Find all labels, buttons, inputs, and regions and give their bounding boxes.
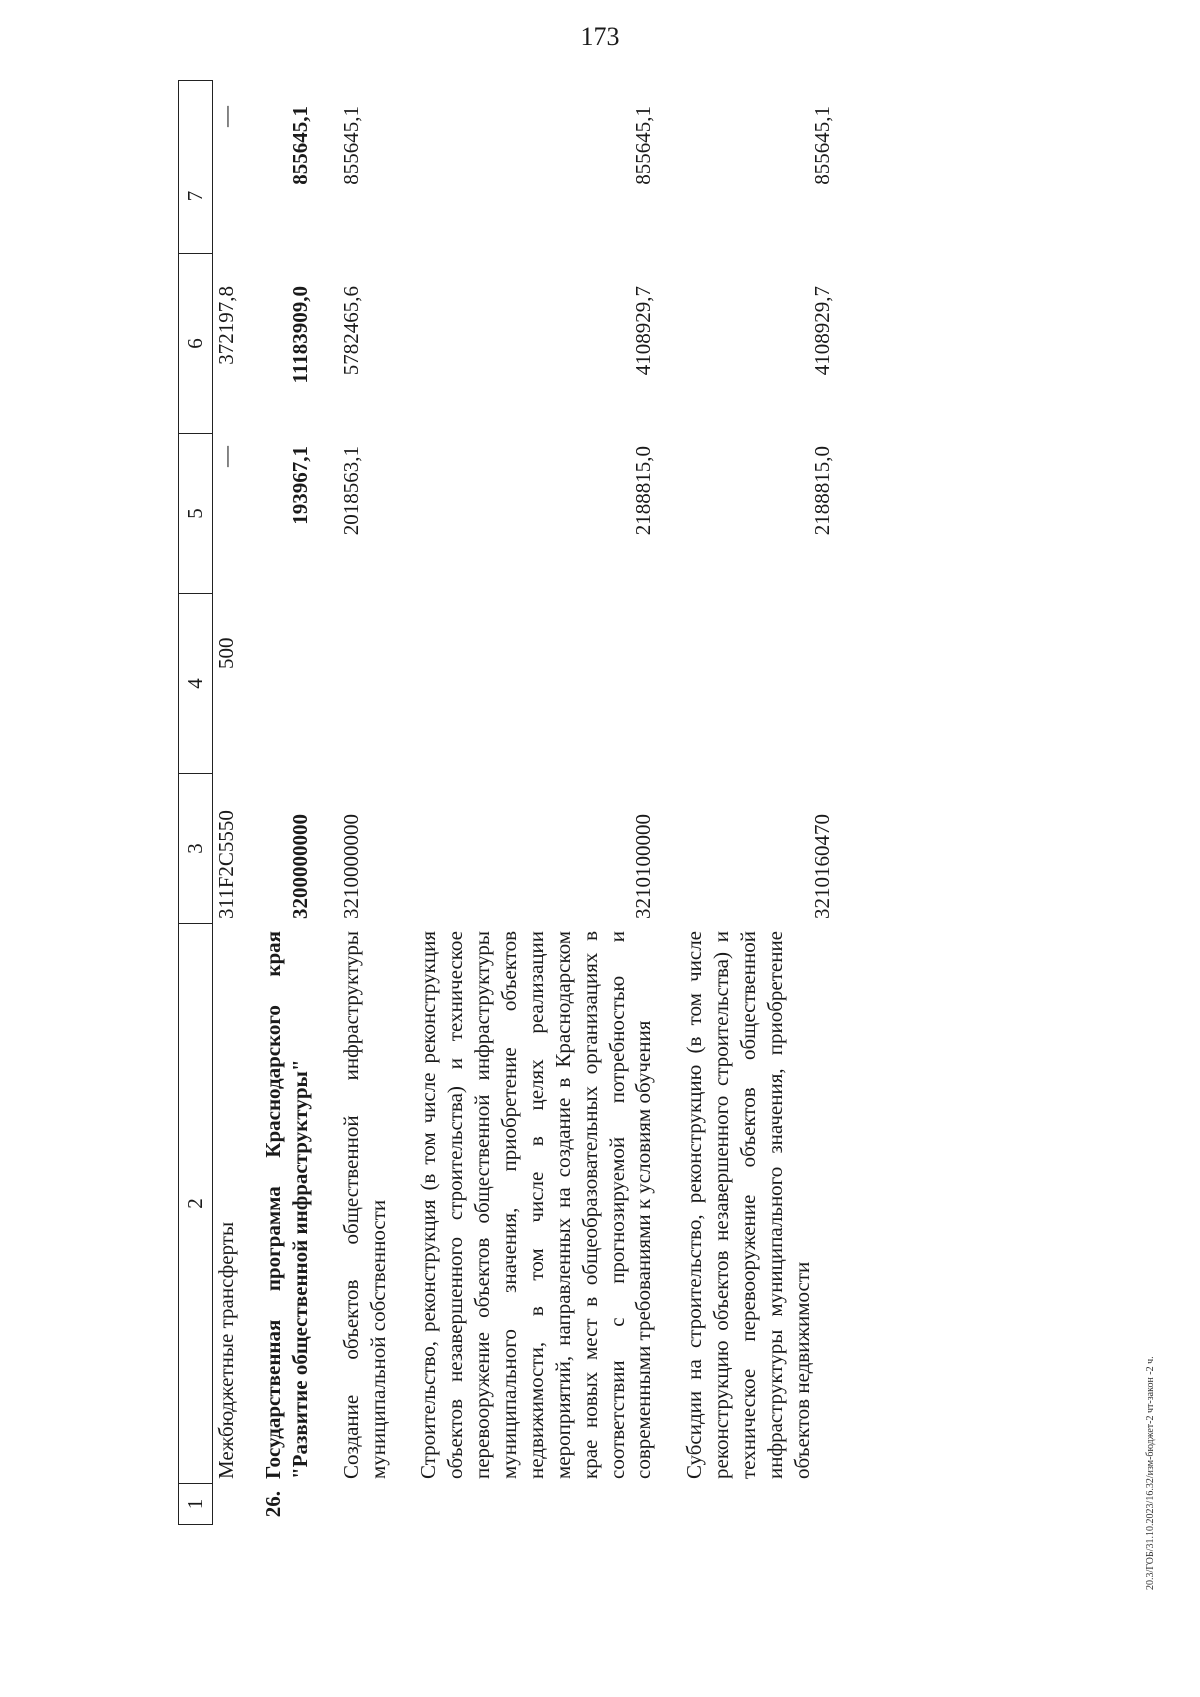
row-value-6: 4108929,7 xyxy=(631,286,656,376)
table-row xyxy=(260,80,314,1525)
row-name: Субсидии на строительство, реконструкцию (в том числе реконструкцию объектов незавершенного строительства) и техническое перевооружение объектов общественной инфраструктуры муниципального значения, приобретение объектов недвижимости xyxy=(682,931,814,1479)
page-number: 173 xyxy=(580,22,620,51)
header-col-2: 2 xyxy=(179,924,212,1484)
row-number xyxy=(213,1485,240,1525)
row-value-7: 855645,1 xyxy=(287,106,312,185)
row-code: 3210100000 xyxy=(631,814,656,919)
row-value-6: 372197,8 xyxy=(214,286,238,365)
row-value-6: 11183909,0 xyxy=(287,286,312,384)
row-code: 3200000000 xyxy=(287,814,312,919)
row-value-7: 855645,1 xyxy=(810,106,835,185)
header-col-5: 5 xyxy=(179,434,212,594)
row-code: 3210000000 xyxy=(338,814,363,919)
row-name: Создание объектов общественной инфраструктуры муниципальной собственности xyxy=(338,931,390,1479)
row-name: Государственная программа Краснодарского края "Развитие общественной инфраструктуры" xyxy=(260,931,312,1479)
row-value-5: 2018563,1 xyxy=(338,446,363,536)
row-value-6: 4108929,7 xyxy=(810,286,835,376)
row-type xyxy=(681,620,836,675)
row-type xyxy=(260,620,314,675)
footer-document-code: 20.3/ГОБ/31.10.2023/16.32/изм-бюджет-2 чт-закон -2 ч. xyxy=(1145,1356,1156,1590)
row-name: Межбюджетные трансферты xyxy=(214,1221,238,1479)
row-code: 3210160470 xyxy=(810,814,835,919)
header-col-6: 6 xyxy=(179,254,212,434)
rotated-table-sheet xyxy=(178,80,1108,1525)
row-code: 311F2C5550 xyxy=(214,810,238,919)
row-type xyxy=(415,620,657,675)
row-value-7: — xyxy=(214,106,238,127)
header-col-4: 4 xyxy=(179,594,212,774)
table-row xyxy=(213,80,240,1525)
row-number xyxy=(415,1485,657,1525)
row-type xyxy=(338,620,392,675)
header-col-1: 1 xyxy=(183,1498,208,1510)
budget-table xyxy=(178,80,836,1525)
table-row xyxy=(681,80,836,1525)
header-col-3: 3 xyxy=(179,774,212,924)
row-value-6: 5782465,6 xyxy=(338,286,363,376)
row-value-5: — xyxy=(214,446,238,467)
table-row xyxy=(338,80,392,1525)
row-number xyxy=(338,1485,392,1525)
row-value-5: 193967,1 xyxy=(287,446,312,525)
row-value-7: 855645,1 xyxy=(338,106,363,185)
row-number xyxy=(681,1485,836,1525)
row-value-5: 2188815,0 xyxy=(810,446,835,536)
row-value-5: 2188815,0 xyxy=(631,446,656,536)
row-name: Строительство, реконструкция (в том числе реконструкция объектов незавершенного строительства) и техническое перевооружение объектов общественной инфраструктуры муниципального значения, приобретение объектов недвижимости, в том числе в целях реализации мероприятий, направленных на создание в Краснодарском крае новых мест в общеобразовательных организациях в соответствии с прогнозируемой потребностью и современными требованиями к условиям обучения xyxy=(416,931,656,1479)
row-number: 26. xyxy=(260,1491,285,1518)
table-row xyxy=(415,80,657,1525)
row-value-7: 855645,1 xyxy=(631,106,656,185)
row-type: 500 xyxy=(214,637,238,669)
table-header-row xyxy=(178,80,213,1525)
header-col-7: 7 xyxy=(179,139,212,254)
